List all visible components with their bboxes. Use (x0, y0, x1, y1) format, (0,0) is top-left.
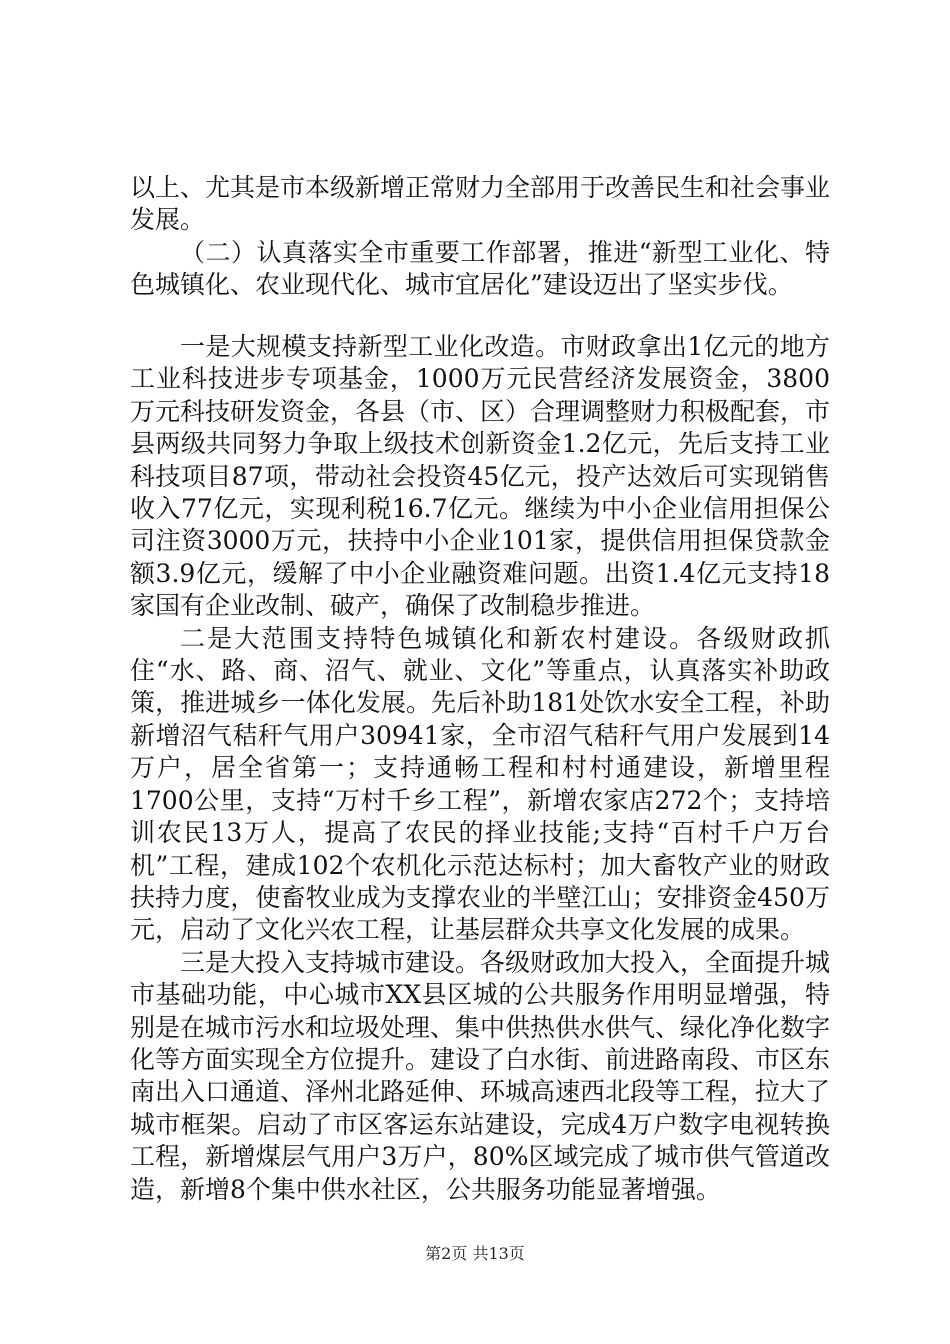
paragraph-heading: （二）认真落实全市重要工作部署，推进“新型工业化、特色城镇化、农业现代化、城市宜居化”建设迈出了坚实步伐。 (130, 237, 830, 300)
paragraph: 一是大规模支持新型工业化改造。市财政拿出1亿元的地方工业科技进步专项基金，1000万元民营经济发展资金，3800万元科技研发资金，各县（市、区）合理调整财力积极配套，市县两级共同努力争取上级技术创新资金1.2亿元，先后支持工业科技项目87项，带动社会投资45亿元，投产达效后可实现销售收入77亿元，实现利税16.7亿元。继续为中小企业信用担保公司注资3000万元，扶持中小企业101家，提供信用担保贷款金额3.9亿元，缓解了中小企业融资难问题。出资1.4亿元支持18家国有企业改制、破产，确保了改制稳步推进。 (130, 332, 831, 621)
text-section-main (130, 331, 830, 1206)
page-footer: 第2页 共13页 (425, 1244, 525, 1263)
text-section-top (130, 172, 830, 302)
paragraph: 以上、尤其是市本级新增正常财力全部用于改善民生和社会事业发展。 (130, 173, 831, 235)
paragraph: 三是大投入支持城市建设。各级财政加大投入，全面提升城市基础功能，中心城市XX县区城的公共服务作用明显增强，特别是在城市污水和垃圾处理、集中供热供水供气、绿化净化数字化等方面实现全方位提升。建设了白水街、前进路南段、市区东南出入口通道、泽州北路延伸、环城高速西北段等工程，拉大了城市框架。启动了市区客运东站建设，完成4万户数字电视转换工程，新增煤层气用户3万户，80%区域完成了城市供气管道改造，新增8个集中供水社区，公共服务功能显著增强。 (130, 947, 831, 1204)
paragraph: 二是大范围支持特色城镇化和新农村建设。各级财政抓住“水、路、商、沼气、就业、文化”等重点，认真落实补助政策，推进城乡一体化发展。先后补助181处饮水安全工程，补助新增沼气秸秆气用户30941家，全市沼气秸秆气用户发展到14万户，居全省第一；支持通畅工程和村村通建设，新增里程1700公里，支持“万村千乡工程”，新增农家店272个；支持培训农民13万人，提高了农民的择业技能;支持“百村千户万台机”工程，建成102个农机化示范达标村；加大畜牧产业的财政扶持力度，使畜牧业成为支撑农业的半壁江山；安排资金450万元，启动了文化兴农工程，让基层群众共享文化发展的成果。 (130, 623, 830, 945)
